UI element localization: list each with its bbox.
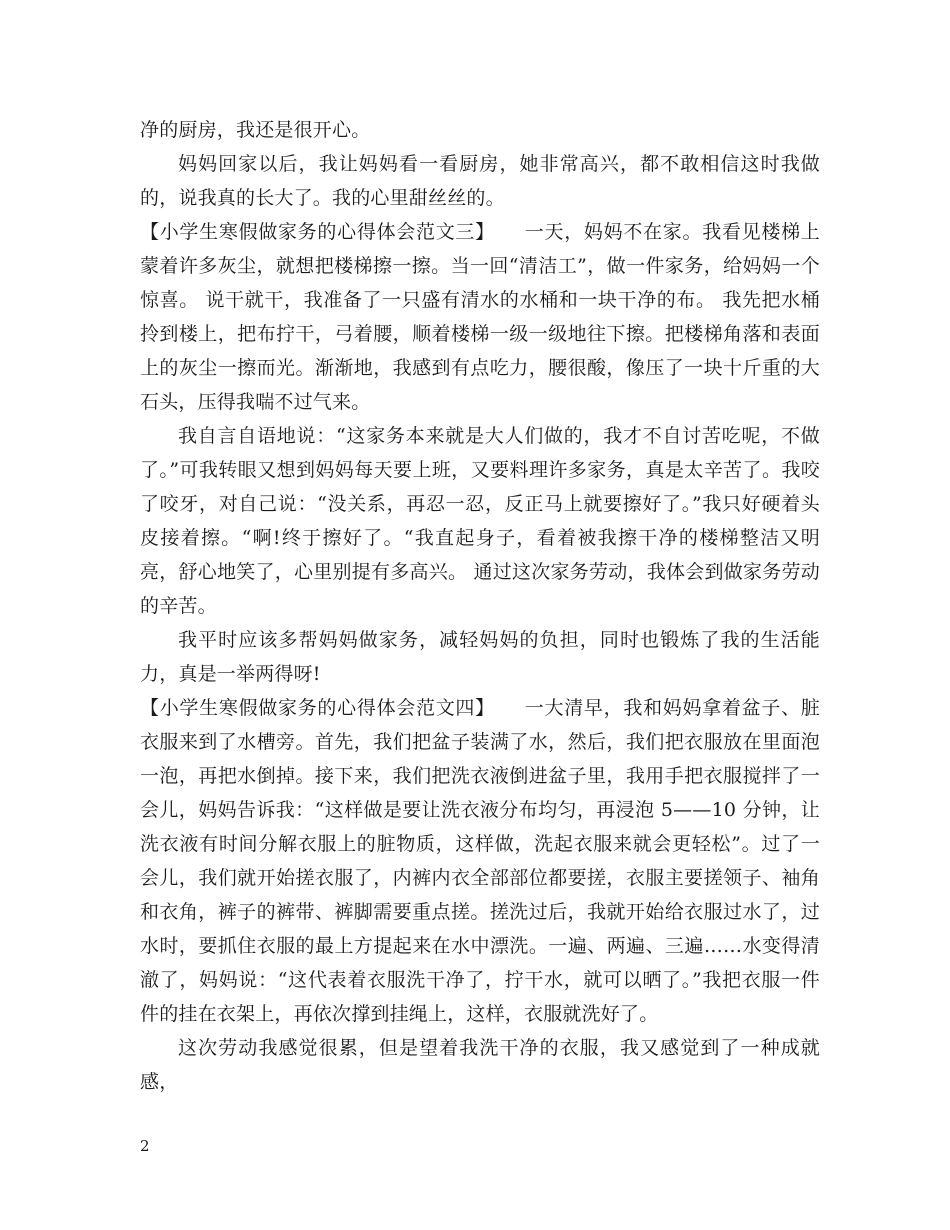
section-heading-three: 【小学生寒假做家务的心得体会范文三】	[140, 221, 486, 243]
paragraph: 妈妈回家以后，我让妈妈看一看厨房，她非常高兴，都不敢相信这时我做的，说我真的长大了。我的心里甜丝丝的。	[140, 153, 820, 209]
section-text-three: 一天，妈妈不在家。我看见楼梯上蒙着许多灰尘，就想把楼梯擦一擦。当一回“清洁工”，做一件家务，给妈妈一个惊喜。 说干就干，我准备了一只盛有清水的水桶和一块干净的布。 我先把水桶拎到楼上，把布拧干，弓着腰，顺着楼梯一级一级地往下擦。把楼梯角落和表面上的灰尘一擦而光。渐渐地，我感到有点吃力，腰很酸，像压了一块十斤重的大石头，压得我喘不过气来。	[140, 221, 820, 413]
paragraph-continuation: 净的厨房，我还是很开心。	[140, 119, 371, 141]
section-heading-four: 【小学生寒假做家务的心得体会范文四】	[140, 697, 486, 719]
paragraph: 我自言自语地说：“这家务本来就是大人们做的，我才不自讨苦吃呢，不做了。”可我转眼又想到妈妈每天要上班，又要料理许多家务，真是太辛苦了。我咬了咬牙，对自己说：“没关系，再忍一忍，反正马上就要擦好了。”我只好硬着头皮接着擦。“啊!终于擦好了。“我直起身子，看着被我擦干净的楼梯整洁又明亮，舒心地笑了，心里别提有多高兴。 通过这次家务劳动，我体会到做家务劳动的辛苦。	[140, 425, 820, 617]
paragraph: 这次劳动我感觉很累，但是望着我洗干净的衣服，我又感觉到了一种成就感，	[140, 1037, 820, 1093]
document-body	[140, 113, 820, 1099]
section-text-four: 一大清早，我和妈妈拿着盆子、脏衣服来到了水槽旁。首先，我们把盆子装满了水，然后，我们把衣服放在里面泡一泡，再把水倒掉。接下来，我们把洗衣液倒进盆子里，我用手把衣服搅拌了一会儿，妈妈告诉我：“这样做是要让洗衣液分布均匀，再浸泡 5——10 分钟，让洗衣液有时间分解衣服上的脏物质，这样做，洗起衣服来就会更轻松”。过了一会儿，我们就开始搓衣服了，内裤内衣全部部位都要搓，衣服主要搓领子、袖角和衣角，裤子的裤带、裤脚需要重点搓。搓洗过后，我就开始给衣服过水了，过水时，要抓住衣服的最上方提起来在水中漂洗。一遍、两遍、三遍……水变得清澈了，妈妈说：“这代表着衣服洗干净了，拧干水，就可以晒了。”我把衣服一件件的挂在衣架上，再依次撑到挂绳上，这样，衣服就洗好了。	[140, 697, 820, 1025]
section-paragraph-four	[140, 691, 820, 1031]
section-paragraph-three	[140, 215, 820, 419]
paragraph: 我平时应该多帮妈妈做家务，减轻妈妈的负担，同时也锻炼了我的生活能力，真是一举两得呀!	[140, 629, 820, 685]
page-number: 2	[140, 1137, 150, 1155]
